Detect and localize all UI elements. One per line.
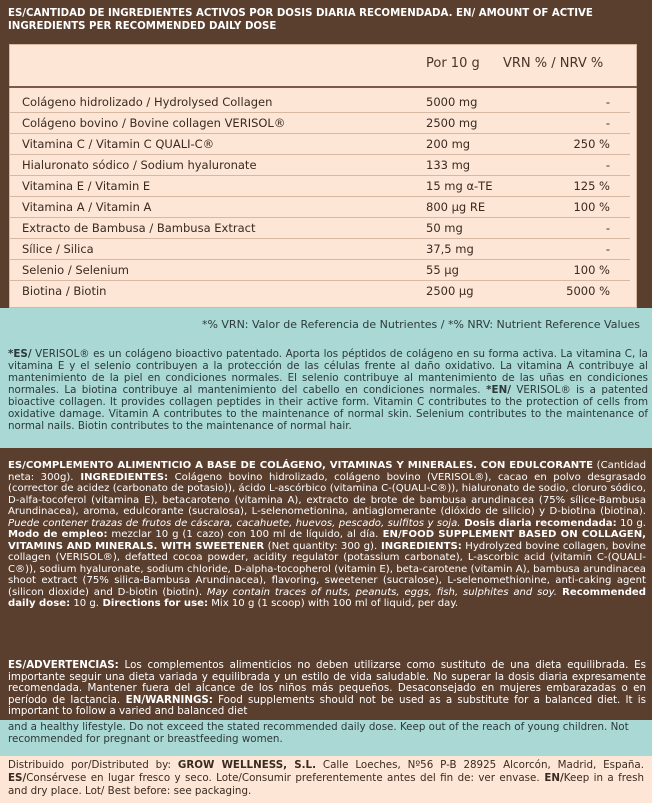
dist-company: GROW WELLNESS, S.L. [177,759,317,771]
ingredient-name: Selenio / Selenium [22,263,129,277]
dist-lead: Distribuido por/Distributed by: [8,759,178,771]
ingredient-nrv: 100 % [573,200,610,214]
ing-en-list: Hydrolyzed bovine collagen, bovine collagen (VERISOL®), defatted cocoa powder, acidity regulator (potassium carbonate), L-ascorbic acid (vitamin C-(QUALI-C®)), sodium hyaluronate, sodium chloride, D-alpha-tocopherol (vitamin E), beta-carotene (vitamin A), bambusa arundinacea shoot extract (75% silica-Bambusa Arundinacea), flavoring, sweetener (sucralose), L-selenomethionine, anti-caking agent (silicon dioxide) and D-biotin (biotin). [8,540,646,598]
ingredient-nrv: - [605,116,610,130]
ing-es-list: Colágeno bovino hidrolizado, colágeno bovino (VERISOL®), cacao en polvo desgrasado (corrector de acidez (carbonato de potasio)), ácido L-ascórbico (vitamina C-(QUALI-C®)), hialuronato de sodio, cloruro sódico, D-alfa-tocoferol (vitamina E), betacaroteno (vitamina A), extracto de brote de bambusa arundinacea (75% sílice-Bambusa Arundinacea), aroma, edulcorante (sucralosa), L-selenometionina, antiaglomerante (dióxido de silicio) y D-biotina (biotina). [8,471,647,517]
ingredient-name: Sílice / Silica [22,242,94,256]
ingredient-amount: 133 mg [426,158,471,172]
ingredient-nrv: - [605,221,610,235]
ing-en-traces: May contain traces of nuts, peanuts, eggs, fish, sulphites and soy. [202,586,557,598]
column-header-nrv: VRN % / NRV % [503,56,604,71]
ingredient-name: Colágeno hidrolizado / Hydrolysed Collagen [22,95,273,109]
table-row [22,155,622,176]
ingredient-name: Hialuronato sódico / Sodium hyaluronate [22,158,257,172]
warn-en-label: EN/WARNINGS: [120,693,213,706]
ing-en-dose-label: Recommended daily dose: [8,586,647,609]
ingredient-nrv: 100 % [573,263,610,277]
ingredient-amount: 5000 mg [426,95,478,109]
warn-es-label: ES/ADVERTENCIAS: [8,659,119,671]
ingredient-name: Vitamina E / Vitamin E [22,179,151,193]
ingredient-nrv: 125 % [573,179,610,193]
dist-es-text: Consérvese en lugar fresco y seco. Lote/Consumir preferentemente antes del fin de: ver envase. [26,772,540,784]
ingredient-amount: 200 mg [426,137,471,151]
ing-en-head: EN/FOOD SUPPLEMENT BASED ON COLLAGEN, VITAMINS AND MINERALS. WITH SWEETENER [8,529,646,552]
ingredient-amount: 2500 µg [426,284,474,298]
table-row [22,92,622,113]
ingredient-nrv: - [605,242,610,256]
table-row [22,218,622,239]
ingredient-name: Colágeno bovino / Bovine collagen VERISOL® [22,116,286,130]
table-row [22,134,622,155]
desc-en-tag: *EN/ [480,384,511,396]
ingredient-amount: 50 mg [426,221,463,235]
ingredient-nrv: - [605,158,610,172]
ingredient-amount: 15 mg α-TE [426,179,493,193]
table-row [22,239,622,260]
ingredient-amount: 800 µg RE [426,200,486,214]
ingredient-nrv: - [605,95,610,109]
desc-en-text: VERISOL® is a patented bioactive collagen. It provides collagen peptides in their active form. Vitamin C contributes to the protection of cells from oxidative damage. Vitamin A contributes to the maintenance of normal skin. Selenium contributes to the maintenance of normal nails. Biotin contributes to the maintenance of normal hair. [8,384,648,432]
warn-es-text: Los complementos alimenticios no deben utilizarse como sustituto de una dieta equilibrada. Es importante seguir una dieta variada y equilibrada y un estilo de vida saludable. No superar la dosis diaria expresamente recomendada. Mantener fuera del alcance de los niños más pequeños. Desaconsejado en mujeres embarazadas o en período de lactancia. [8,659,646,706]
description-text [8,348,648,432]
ing-es-traces: Puede contener trazas de frutos de cáscara, cacahuete, huevos, pescado, sulfitos y soja. [8,517,461,529]
desc-es-text: VERISOL® es un colágeno bioactivo patentado. Aporta los péptidos de colágeno en su forma activa. La vitamina C, la vitamina E y el selenio contribuyen a la protección de las células frente al daño oxidativo. La vitamina A contribuye al mantenimiento de la piel en condiciones normales. El selenio contribuye al mantenimiento de las uñas en condiciones normales. La biotina contribuye al mantenimiento del cabello en condiciones normales. [8,348,648,396]
warnings-text [8,660,646,718]
table-row [22,113,622,134]
table-row [22,281,622,302]
table-row [22,176,622,197]
warnings-end-text: and a healthy lifestyle. Do not exceed the stated recommended daily dose. Keep out of the reach of young children. Not recommended for pregnant or breastfeeding women. [8,721,629,745]
ingredient-name: Vitamina C / Vitamin C QUALI-C® [22,137,215,151]
desc-es-tag: *ES/ [8,348,32,360]
dist-es-tag: ES/ [8,772,27,784]
dist-en-tag: EN/ [539,772,564,784]
table-header-divider [9,86,637,88]
column-header-per-10g: Por 10 g [426,56,480,71]
ing-es-use: mezclar 10 g (1 cazo) con 100 ml de líquido, al día. [107,529,379,540]
ing-en-use-label: Directions for use: [99,598,208,609]
ing-es-label: INGREDIENTES: [73,471,169,483]
ing-es-dose: 10 g. [616,517,646,529]
ing-en-use: Mix 10 g (1 scoop) with 100 ml of liquid, per day. [207,598,459,609]
ingredient-name: Biotina / Biotin [22,284,107,298]
ing-es-head: ES/COMPLEMENTO ALIMENTICIO A BASE DE COLÁGENO, VITAMINAS Y MINERALES. CON EDULCORANTE [8,460,594,471]
distribution-text [8,759,644,798]
ing-es-dose-label: Dosis diaria recomendada: [460,517,617,529]
table-title: ES/CANTIDAD DE INGREDIENTES ACTIVOS POR DOSIS DIARIA RECOMENDADA. EN/ AMOUNT OF ACTIVE INGREDIENTS PER RECOMMENDED DAILY DOSE [8,8,593,32]
ingredient-nrv: 250 % [573,137,610,151]
dist-address: Calle Loeches, Nº56 P-B 28925 Alcorcón, Madrid, España. [316,759,644,771]
ingredient-name: Vitamina A / Vitamin A [22,200,152,214]
ing-en-qty: (Net quantity: 300 g). [264,540,378,552]
table-row [22,260,622,281]
nrv-footnote: *% VRN: Valor de Referencia de Nutrientes / *% NRV: Nutrient Reference Values [201,318,640,331]
table-row [22,197,622,218]
warn-en-text: Food supplements should not be used as a substitute for a balanced diet. It is important to follow a varied and balanced diet [8,693,647,718]
ingredient-amount: 37,5 mg [426,242,474,256]
ingredients-text [8,460,646,610]
ing-en-dose: 10 g. [70,598,99,609]
ing-es-use-label: Modo de empleo: [8,529,108,540]
ing-en-label: INGREDIENTS: [377,540,462,552]
ingredient-amount: 55 µg [426,263,459,277]
ingredient-amount: 2500 mg [426,116,478,130]
ingredient-nrv: 5000 % [566,284,610,298]
ing-es-qty: (Cantidad neta: 300g). [8,460,646,483]
dist-en-text: Keep in a fresh and dry place. Lot/ Best before: see packaging. [8,772,644,797]
ingredient-name: Extracto de Bambusa / Bambusa Extract [22,221,256,235]
